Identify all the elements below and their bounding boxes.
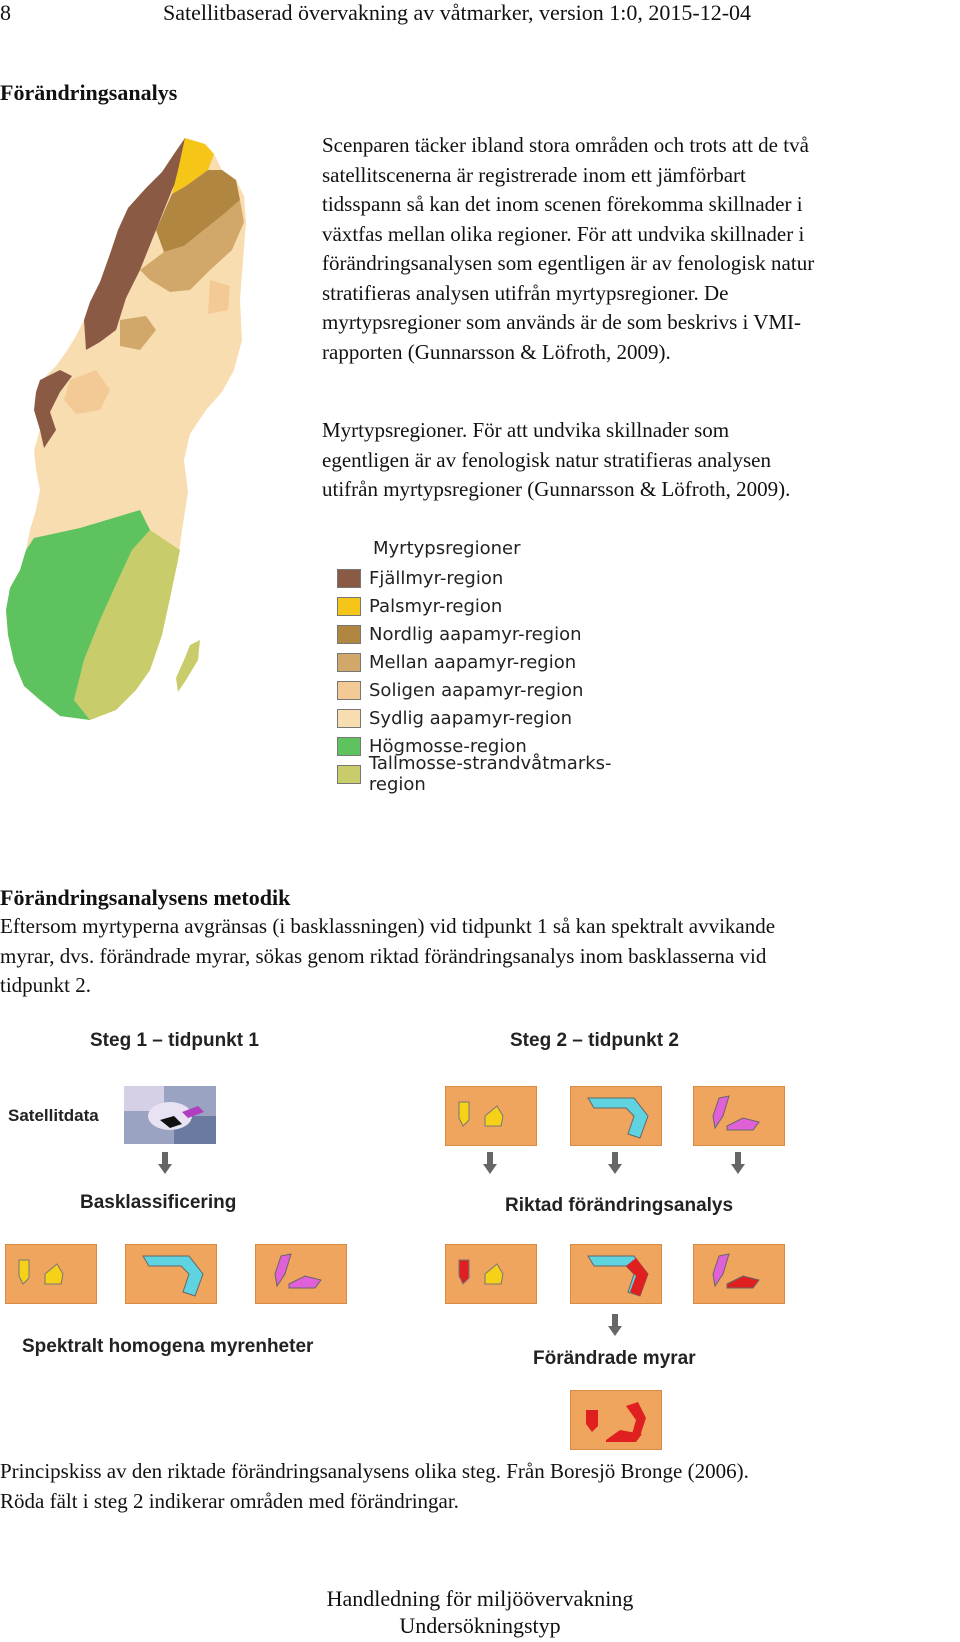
legend-item-label: Palsmyr-region — [369, 595, 503, 617]
step1-label: Steg 1 – tidpunkt 1 — [90, 1030, 259, 1051]
bog-shape — [570, 1244, 660, 1302]
legend-item — [337, 753, 667, 795]
legend-item-label: Fjällmyr-region — [369, 567, 504, 589]
caption-line: Principskiss av den riktade förändringsanalysens olika steg. Från Boresjö Bronge (2006). — [0, 1459, 749, 1483]
intro-paragraph — [322, 131, 814, 367]
intro-line: växtfas mellan olika regioner. För att undvika skillnader i — [322, 221, 805, 246]
legend-item — [337, 564, 503, 592]
intro-line: tidsspann så kan det inom scenen förekomma skillnader i — [322, 192, 803, 216]
directed-analysis-label: Riktad förändringsanalys — [505, 1195, 734, 1216]
change-analysis-diagram — [0, 1020, 960, 1460]
legend-item — [337, 592, 502, 620]
bog-shape — [570, 1086, 660, 1144]
caption-line: Myrtypsregioner. För att undvika skillnader som — [322, 418, 730, 442]
legend-item — [337, 676, 583, 704]
legend-swatch — [337, 569, 361, 588]
sweden-region-map — [0, 130, 260, 790]
method-paragraph — [0, 912, 960, 1001]
body-line: tidpunkt 2. — [0, 973, 92, 997]
legend-swatch — [337, 597, 361, 616]
map-caption — [322, 416, 790, 505]
bog-shape — [693, 1086, 783, 1144]
footer-line-2: Undersökningstyp — [399, 1613, 561, 1638]
down-arrow-icon — [608, 1314, 622, 1336]
legend-item — [337, 648, 576, 676]
legend-item-label: Soligen aapamyr-region — [369, 679, 584, 701]
intro-line: rapporten (Gunnarsson & Löfroth, 2009). — [322, 339, 671, 364]
legend-item-label: Sydlig aapamyr-region — [369, 707, 573, 729]
legend-swatch — [337, 737, 361, 756]
bog-shape — [5, 1244, 95, 1302]
caption-line: Röda fält i steg 2 indikerar områden med förändringar. — [0, 1488, 459, 1513]
body-line: myrar, dvs. förändrade myrar, sökas genom riktad förändringsanalys inom basklasserna vid — [0, 943, 767, 968]
diagram-caption — [0, 1457, 960, 1516]
legend-title: Myrtypsregioner — [373, 538, 521, 559]
homogeneous-units-label: Spektralt homogena myrenheter — [22, 1336, 314, 1357]
bog-shape — [255, 1244, 345, 1302]
legend-swatch — [337, 653, 361, 672]
bog-shape — [125, 1244, 215, 1302]
legend-item — [337, 620, 582, 648]
intro-line: Scenparen täcker ibland stora områden och trots att de två — [322, 133, 809, 157]
down-arrow-icon — [158, 1152, 172, 1174]
satellite-label: Satellitdata — [8, 1106, 99, 1125]
intro-line: satellitscenerna är registrerade inom ett jämförbart — [322, 162, 746, 187]
section-heading: Förändringsanalys — [0, 80, 178, 105]
down-arrow-icon — [608, 1152, 622, 1174]
body-line: Eftersom myrtyperna avgränsas (i basklassningen) vid tidpunkt 1 så kan spektralt avvikande — [0, 914, 776, 938]
down-arrow-icon — [483, 1152, 497, 1174]
bog-shape — [445, 1244, 535, 1302]
footer — [0, 1585, 960, 1639]
down-arrow-icon — [731, 1152, 745, 1174]
bog-shape — [445, 1086, 535, 1144]
map-legend — [337, 538, 667, 828]
running-title: Satellitbaserad övervakning av våtmarker, version 1:0, 2015-12-04 — [163, 0, 752, 25]
legend-item — [337, 704, 572, 732]
intro-line: myrtypsregioner som används är de som beskrivs i VMI- — [322, 310, 802, 334]
legend-swatch — [337, 625, 361, 644]
bog-shape — [693, 1244, 783, 1302]
section-heading: Förändringsanalysens metodik — [0, 885, 291, 910]
intro-line: stratifieras analysen utifrån myrtypsregioner. De — [322, 280, 729, 305]
step2-label: Steg 2 – tidpunkt 2 — [510, 1030, 679, 1051]
legend-item-label: Nordlig aapamyr-region — [369, 623, 582, 645]
intro-line: förändringsanalysen som egentligen är av fenologisk natur — [322, 251, 815, 275]
caption-line: egentligen är av fenologisk natur stratifieras analysen — [322, 447, 771, 472]
bog-shape — [570, 1390, 660, 1448]
legend-item-label: Tallmosse-strandvåtmarks-region — [368, 753, 612, 795]
changed-bogs-label: Förändrade myrar — [533, 1348, 696, 1369]
footer-line-1: Handledning för miljöövervakning — [326, 1586, 634, 1611]
legend-swatch — [337, 765, 361, 784]
caption-line: utifrån myrtypsregioner (Gunnarsson & Löfroth, 2009). — [322, 477, 791, 501]
legend-item-label: Mellan aapamyr-region — [369, 651, 577, 673]
base-class-label: Basklassificering — [80, 1192, 237, 1213]
page-number: 8 — [0, 0, 11, 25]
legend-swatch — [337, 681, 361, 700]
satellite-image — [124, 1086, 216, 1144]
legend-swatch — [337, 709, 361, 728]
legend-item-label: Högmosse-region — [369, 735, 527, 757]
